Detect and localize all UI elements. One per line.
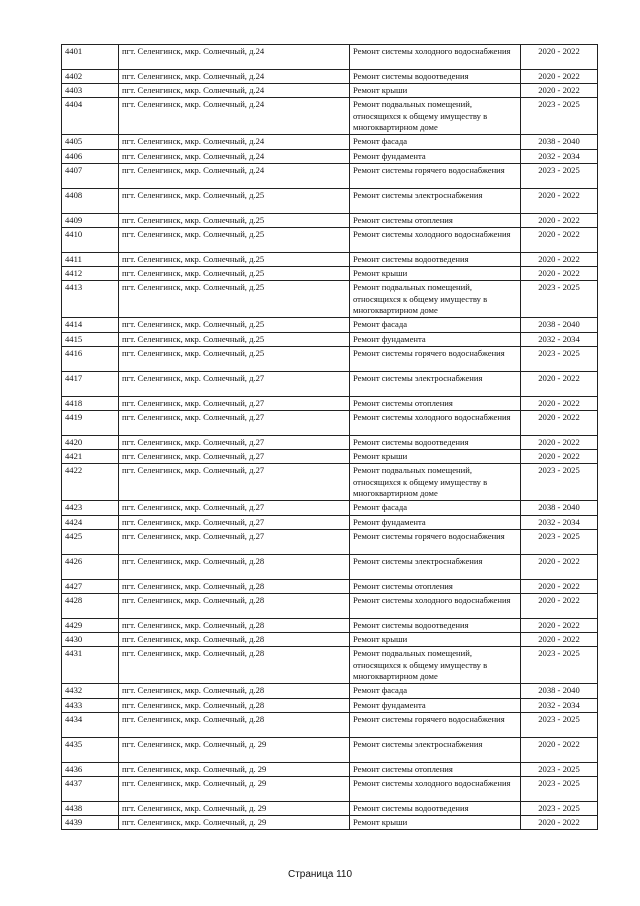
row-number-cell: 4406	[62, 149, 119, 163]
row-number-cell: 4428	[62, 594, 119, 619]
row-number-cell: 4436	[62, 762, 119, 776]
table-body	[62, 45, 598, 830]
row-number-cell: 4401	[62, 45, 119, 70]
work-type-cell: Ремонт системы холодного водоснабжения	[350, 228, 521, 253]
address-cell: пгт. Селенгинск, мкр. Солнечный, д.24	[119, 135, 350, 149]
table-row	[62, 816, 598, 830]
period-cell: 2020 - 2022	[521, 411, 598, 436]
table-row	[62, 371, 598, 396]
work-type-cell: Ремонт системы электроснабжения	[350, 188, 521, 213]
work-type-cell: Ремонт фасада	[350, 318, 521, 332]
address-cell: пгт. Селенгинск, мкр. Солнечный, д.25	[119, 188, 350, 213]
period-cell: 2038 - 2040	[521, 501, 598, 515]
work-type-cell: Ремонт системы отопления	[350, 762, 521, 776]
work-type-cell: Ремонт системы холодного водоснабжения	[350, 45, 521, 70]
address-cell: пгт. Селенгинск, мкр. Солнечный, д.27	[119, 515, 350, 529]
table-row	[62, 70, 598, 84]
work-type-cell: Ремонт подвальных помещений, относящихся к общему имуществу в многоквартирном доме	[350, 98, 521, 135]
period-cell: 2023 - 2025	[521, 647, 598, 684]
row-number-cell: 4402	[62, 70, 119, 84]
row-number-cell: 4414	[62, 318, 119, 332]
address-cell: пгт. Селенгинск, мкр. Солнечный, д.25	[119, 318, 350, 332]
page-number: Страница 110	[287, 869, 353, 880]
table-row	[62, 346, 598, 371]
row-number-cell: 4435	[62, 737, 119, 762]
period-cell: 2038 - 2040	[521, 684, 598, 698]
period-cell: 2020 - 2022	[521, 619, 598, 633]
table-row	[62, 213, 598, 227]
address-cell: пгт. Селенгинск, мкр. Солнечный, д.27	[119, 529, 350, 554]
row-number-cell: 4407	[62, 163, 119, 188]
row-number-cell: 4427	[62, 579, 119, 593]
address-cell: пгт. Селенгинск, мкр. Солнечный, д.28	[119, 619, 350, 633]
table-row	[62, 436, 598, 450]
row-number-cell: 4405	[62, 135, 119, 149]
period-cell: 2020 - 2022	[521, 188, 598, 213]
table-row	[62, 802, 598, 816]
period-cell: 2023 - 2025	[521, 762, 598, 776]
row-number-cell: 4437	[62, 777, 119, 802]
period-cell: 2020 - 2022	[521, 213, 598, 227]
work-type-cell: Ремонт фундамента	[350, 332, 521, 346]
address-cell: пгт. Селенгинск, мкр. Солнечный, д.27	[119, 396, 350, 410]
period-cell: 2020 - 2022	[521, 371, 598, 396]
period-cell: 2020 - 2022	[521, 45, 598, 70]
address-cell: пгт. Селенгинск, мкр. Солнечный, д.25	[119, 332, 350, 346]
work-type-cell: Ремонт крыши	[350, 267, 521, 281]
work-type-cell: Ремонт системы горячего водоснабжения	[350, 712, 521, 737]
row-number-cell: 4403	[62, 84, 119, 98]
address-cell: пгт. Селенгинск, мкр. Солнечный, д.28	[119, 712, 350, 737]
row-number-cell: 4416	[62, 346, 119, 371]
table-row	[62, 777, 598, 802]
work-type-cell: Ремонт подвальных помещений, относящихся к общему имуществу в многоквартирном доме	[350, 464, 521, 501]
period-cell: 2023 - 2025	[521, 802, 598, 816]
work-type-cell: Ремонт фундамента	[350, 149, 521, 163]
table-row	[62, 633, 598, 647]
table-row	[62, 515, 598, 529]
row-number-cell: 4425	[62, 529, 119, 554]
table-row	[62, 149, 598, 163]
address-cell: пгт. Селенгинск, мкр. Солнечный, д.28	[119, 554, 350, 579]
period-cell: 2038 - 2040	[521, 135, 598, 149]
table-row	[62, 554, 598, 579]
work-type-cell: Ремонт фасада	[350, 684, 521, 698]
row-number-cell: 4408	[62, 188, 119, 213]
address-cell: пгт. Селенгинск, мкр. Солнечный, д.24	[119, 163, 350, 188]
work-type-cell: Ремонт системы горячего водоснабжения	[350, 529, 521, 554]
row-number-cell: 4418	[62, 396, 119, 410]
period-cell: 2032 - 2034	[521, 515, 598, 529]
address-cell: пгт. Селенгинск, мкр. Солнечный, д.24	[119, 84, 350, 98]
work-type-cell: Ремонт фасада	[350, 135, 521, 149]
address-cell: пгт. Селенгинск, мкр. Солнечный, д. 29	[119, 762, 350, 776]
table-row	[62, 396, 598, 410]
address-cell: пгт. Селенгинск, мкр. Солнечный, д.28	[119, 698, 350, 712]
address-cell: пгт. Селенгинск, мкр. Солнечный, д. 29	[119, 816, 350, 830]
address-cell: пгт. Селенгинск, мкр. Солнечный, д.27	[119, 450, 350, 464]
address-cell: пгт. Селенгинск, мкр. Солнечный, д.25	[119, 281, 350, 318]
address-cell: пгт. Селенгинск, мкр. Солнечный, д.25	[119, 228, 350, 253]
row-number-cell: 4412	[62, 267, 119, 281]
period-cell: 2020 - 2022	[521, 70, 598, 84]
table-row	[62, 163, 598, 188]
period-cell: 2032 - 2034	[521, 149, 598, 163]
table-row	[62, 188, 598, 213]
row-number-cell: 4432	[62, 684, 119, 698]
table-row	[62, 98, 598, 135]
row-number-cell: 4439	[62, 816, 119, 830]
table-row	[62, 228, 598, 253]
row-number-cell: 4429	[62, 619, 119, 633]
table-row	[62, 281, 598, 318]
table-row	[62, 411, 598, 436]
work-type-cell: Ремонт фасада	[350, 501, 521, 515]
work-type-cell: Ремонт системы электроснабжения	[350, 371, 521, 396]
table-row	[62, 253, 598, 267]
address-cell: пгт. Селенгинск, мкр. Солнечный, д.27	[119, 411, 350, 436]
table-row	[62, 762, 598, 776]
row-number-cell: 4411	[62, 253, 119, 267]
period-cell: 2023 - 2025	[521, 464, 598, 501]
row-number-cell: 4419	[62, 411, 119, 436]
work-type-cell: Ремонт системы водоотведения	[350, 802, 521, 816]
period-cell: 2023 - 2025	[521, 712, 598, 737]
work-type-cell: Ремонт системы холодного водоснабжения	[350, 777, 521, 802]
work-type-cell: Ремонт системы горячего водоснабжения	[350, 346, 521, 371]
address-cell: пгт. Селенгинск, мкр. Солнечный, д.28	[119, 579, 350, 593]
table-row	[62, 737, 598, 762]
table-row	[62, 45, 598, 70]
row-number-cell: 4409	[62, 213, 119, 227]
work-type-cell: Ремонт системы водоотведения	[350, 253, 521, 267]
work-type-cell: Ремонт крыши	[350, 816, 521, 830]
row-number-cell: 4424	[62, 515, 119, 529]
row-number-cell: 4434	[62, 712, 119, 737]
period-cell: 2032 - 2034	[521, 698, 598, 712]
repair-schedule-table	[61, 44, 598, 830]
period-cell: 2020 - 2022	[521, 554, 598, 579]
table-row	[62, 698, 598, 712]
address-cell: пгт. Селенгинск, мкр. Солнечный, д.28	[119, 684, 350, 698]
period-cell: 2023 - 2025	[521, 163, 598, 188]
row-number-cell: 4426	[62, 554, 119, 579]
row-number-cell: 4420	[62, 436, 119, 450]
address-cell: пгт. Селенгинск, мкр. Солнечный, д.25	[119, 267, 350, 281]
address-cell: пгт. Селенгинск, мкр. Солнечный, д.27	[119, 501, 350, 515]
address-cell: пгт. Селенгинск, мкр. Солнечный, д.25	[119, 253, 350, 267]
period-cell: 2032 - 2034	[521, 332, 598, 346]
work-type-cell: Ремонт системы холодного водоснабжения	[350, 594, 521, 619]
address-cell: пгт. Селенгинск, мкр. Солнечный, д.24	[119, 98, 350, 135]
work-type-cell: Ремонт системы водоотведения	[350, 619, 521, 633]
table-row	[62, 647, 598, 684]
period-cell: 2023 - 2025	[521, 281, 598, 318]
period-cell: 2020 - 2022	[521, 228, 598, 253]
row-number-cell: 4423	[62, 501, 119, 515]
period-cell: 2020 - 2022	[521, 579, 598, 593]
work-type-cell: Ремонт системы водоотведения	[350, 436, 521, 450]
table-row	[62, 464, 598, 501]
work-type-cell: Ремонт крыши	[350, 84, 521, 98]
address-cell: пгт. Селенгинск, мкр. Солнечный, д.24	[119, 45, 350, 70]
work-type-cell: Ремонт подвальных помещений, относящихся к общему имуществу в многоквартирном доме	[350, 281, 521, 318]
address-cell: пгт. Селенгинск, мкр. Солнечный, д.27	[119, 464, 350, 501]
address-cell: пгт. Селенгинск, мкр. Солнечный, д.27	[119, 436, 350, 450]
address-cell: пгт. Селенгинск, мкр. Солнечный, д.25	[119, 213, 350, 227]
table-row	[62, 579, 598, 593]
period-cell: 2023 - 2025	[521, 777, 598, 802]
address-cell: пгт. Селенгинск, мкр. Солнечный, д. 29	[119, 737, 350, 762]
address-cell: пгт. Селенгинск, мкр. Солнечный, д.28	[119, 647, 350, 684]
period-cell: 2038 - 2040	[521, 318, 598, 332]
table-row	[62, 267, 598, 281]
row-number-cell: 4415	[62, 332, 119, 346]
row-number-cell: 4431	[62, 647, 119, 684]
address-cell: пгт. Селенгинск, мкр. Солнечный, д. 29	[119, 802, 350, 816]
work-type-cell: Ремонт подвальных помещений, относящихся к общему имуществу в многоквартирном доме	[350, 647, 521, 684]
row-number-cell: 4430	[62, 633, 119, 647]
period-cell: 2020 - 2022	[521, 84, 598, 98]
table-row	[62, 84, 598, 98]
period-cell: 2020 - 2022	[521, 737, 598, 762]
row-number-cell: 4413	[62, 281, 119, 318]
work-type-cell: Ремонт крыши	[350, 450, 521, 464]
table-row	[62, 529, 598, 554]
table-row	[62, 501, 598, 515]
work-type-cell: Ремонт системы водоотведения	[350, 70, 521, 84]
work-type-cell: Ремонт системы отопления	[350, 213, 521, 227]
work-type-cell: Ремонт системы электроснабжения	[350, 554, 521, 579]
table-row	[62, 318, 598, 332]
work-type-cell: Ремонт системы отопления	[350, 396, 521, 410]
period-cell: 2020 - 2022	[521, 436, 598, 450]
address-cell: пгт. Селенгинск, мкр. Солнечный, д.24	[119, 70, 350, 84]
work-type-cell: Ремонт фундамента	[350, 698, 521, 712]
work-type-cell: Ремонт системы холодного водоснабжения	[350, 411, 521, 436]
period-cell: 2020 - 2022	[521, 594, 598, 619]
address-cell: пгт. Селенгинск, мкр. Солнечный, д.25	[119, 346, 350, 371]
period-cell: 2020 - 2022	[521, 450, 598, 464]
row-number-cell: 4421	[62, 450, 119, 464]
period-cell: 2023 - 2025	[521, 529, 598, 554]
address-cell: пгт. Селенгинск, мкр. Солнечный, д. 29	[119, 777, 350, 802]
period-cell: 2020 - 2022	[521, 396, 598, 410]
table-row	[62, 135, 598, 149]
work-type-cell: Ремонт системы электроснабжения	[350, 737, 521, 762]
row-number-cell: 4417	[62, 371, 119, 396]
period-cell: 2020 - 2022	[521, 633, 598, 647]
period-cell: 2020 - 2022	[521, 267, 598, 281]
period-cell: 2020 - 2022	[521, 253, 598, 267]
address-cell: пгт. Селенгинск, мкр. Солнечный, д.24	[119, 149, 350, 163]
address-cell: пгт. Селенгинск, мкр. Солнечный, д.28	[119, 633, 350, 647]
table-row	[62, 712, 598, 737]
row-number-cell: 4404	[62, 98, 119, 135]
row-number-cell: 4422	[62, 464, 119, 501]
work-type-cell: Ремонт фундамента	[350, 515, 521, 529]
address-cell: пгт. Селенгинск, мкр. Солнечный, д.27	[119, 371, 350, 396]
address-cell: пгт. Селенгинск, мкр. Солнечный, д.28	[119, 594, 350, 619]
row-number-cell: 4410	[62, 228, 119, 253]
table-row	[62, 450, 598, 464]
row-number-cell: 4438	[62, 802, 119, 816]
work-type-cell: Ремонт системы горячего водоснабжения	[350, 163, 521, 188]
period-cell: 2020 - 2022	[521, 816, 598, 830]
work-type-cell: Ремонт системы отопления	[350, 579, 521, 593]
period-cell: 2023 - 2025	[521, 98, 598, 135]
table-row	[62, 332, 598, 346]
period-cell: 2023 - 2025	[521, 346, 598, 371]
work-type-cell: Ремонт крыши	[350, 633, 521, 647]
table-row	[62, 619, 598, 633]
table-row	[62, 594, 598, 619]
table-row	[62, 684, 598, 698]
row-number-cell: 4433	[62, 698, 119, 712]
